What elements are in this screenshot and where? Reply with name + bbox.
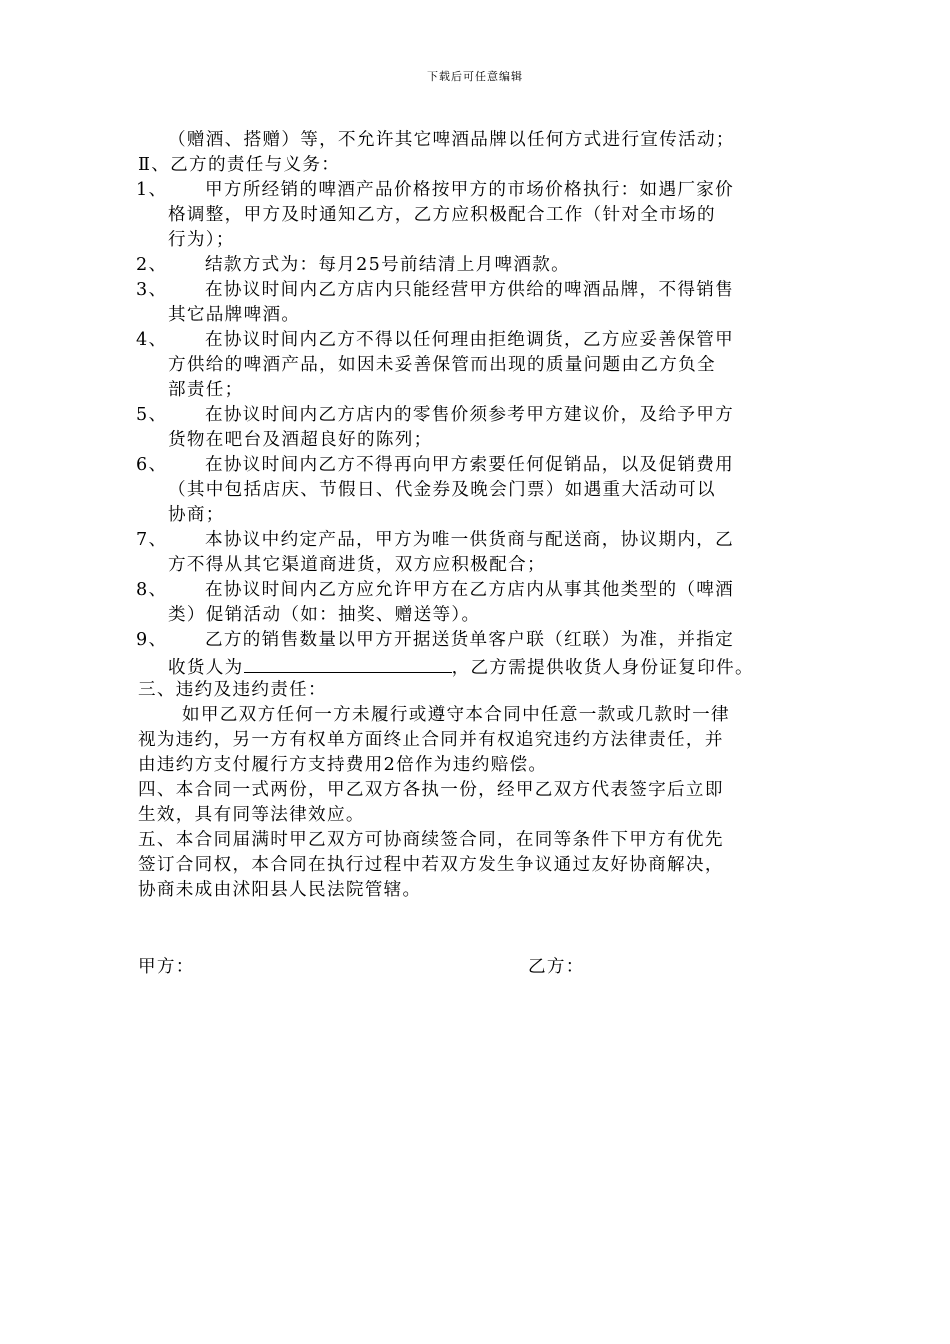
receiver-blank-field[interactable] [244,653,452,673]
item-line: 类）促销活动（如：抽奖、赠送等）。 [168,605,481,625]
list-item-6 [138,453,838,528]
paragraph-line: 五、本合同届满时甲乙双方可协商续签合同，在同等条件下甲方有优先 [138,830,724,850]
item-line: 结款方式为：每月25号前结清上月啤酒款。 [205,255,571,275]
item-number: 9、 [136,630,168,650]
section3-paragraph [138,703,838,778]
item-line: 方不得从其它渠道商进货，双方应积极配合； [168,555,546,575]
item-line [168,653,838,678]
paragraph-line: 如甲乙双方任何一方未履行或遵守本合同中任意一款或几款时一律 [182,705,730,725]
list-item-3 [138,278,838,328]
item-number: 2、 [136,255,168,275]
section2-title: Ⅱ、乙方的责任与义务： [138,155,341,175]
obligation-list [138,178,838,628]
item-line: 格调整，甲方及时通知乙方，乙方应积极配合工作（针对全市场的 [168,205,716,225]
section5-paragraph [138,828,838,903]
item-line: 其它品牌啤酒。 [168,305,301,325]
item-line: 协商； [168,505,225,525]
paragraph-line: 由违约方支付履行方支持费用2倍作为违约赔偿。 [138,755,548,775]
item-line: 乙方的销售数量以甲方开据送货单客户联（红联）为准，并指定 [205,630,735,650]
item-number: 7、 [136,530,168,550]
item-number: 3、 [136,280,168,300]
item-number: 5、 [136,405,168,425]
list-item-5 [138,403,838,453]
paragraph-line: 签订合同权，本合同在执行过程中若双方发生争议通过友好协商解决， [138,855,724,875]
item-line: 在协议时间内乙方应允许甲方在乙方店内从事其他类型的（啤酒 [205,580,735,600]
item-line: 甲方所经销的啤酒产品价格按甲方的市场价格执行：如遇厂家价 [205,180,735,200]
item-line: 方供给的啤酒产品，如因未妥善保管而出现的质量问题由乙方负全 [168,355,716,375]
list-item-2 [138,253,838,278]
section4-paragraph [138,778,838,828]
section3-title: 三、违约及违约责任： [138,680,327,700]
party-a-signature-label: 甲方： [138,957,195,977]
paragraph-line: 协商未成由沭阳县人民法院管辖。 [138,880,422,900]
item-line: 在协议时间内乙方店内只能经营甲方供给的啤酒品牌，不得销售 [205,280,735,300]
item-number: 4、 [136,330,168,350]
list-item-8 [138,578,838,628]
paragraph-line: 生效，具有同等法律效应。 [138,805,365,825]
item-number: 8、 [136,580,168,600]
item-line: 在协议时间内乙方店内的零售价须参考甲方建议价，及给予甲方 [205,405,735,425]
list-item-9 [138,628,838,678]
continuation-line: （赠酒、搭赠）等，不允许其它啤酒品牌以任何方式进行宣传活动； [168,130,735,150]
item-line: （其中包括店庆、节假日、代金券及晚会门票）如遇重大活动可以 [168,480,716,500]
header-note: 下载后可任意编辑 [427,70,523,83]
list-item-7 [138,528,838,578]
item-line: 在协议时间内乙方不得以任何理由拒绝调货，乙方应妥善保管甲 [205,330,735,350]
item-line: 本协议中约定产品，甲方为唯一供货商与配送商，协议期内，乙 [205,530,735,550]
item-number: 1、 [136,180,168,200]
item-line: 在协议时间内乙方不得再向甲方索要任何促销品，以及促销费用 [205,455,735,475]
paragraph-line: 四、本合同一式两份，甲乙双方各执一份，经甲乙双方代表签字后立即 [138,780,724,800]
list-item-1 [138,178,838,253]
item-number: 6、 [136,455,168,475]
contract-body [138,128,838,903]
item-text: 收货人为 [168,658,244,678]
item-line: 行为）； [168,230,235,250]
list-item-4 [138,328,838,403]
party-b-signature-label: 乙方： [528,957,585,977]
item-line: 货物在吧台及酒超良好的陈列； [168,430,433,450]
item-line: 部责任； [168,380,244,400]
paragraph-line: 视为违约，另一方有权单方面终止合同并有权追究违约方法律责任，并 [138,730,724,750]
item-text: ，乙方需提供收货人身份证复印件。 [451,658,754,678]
